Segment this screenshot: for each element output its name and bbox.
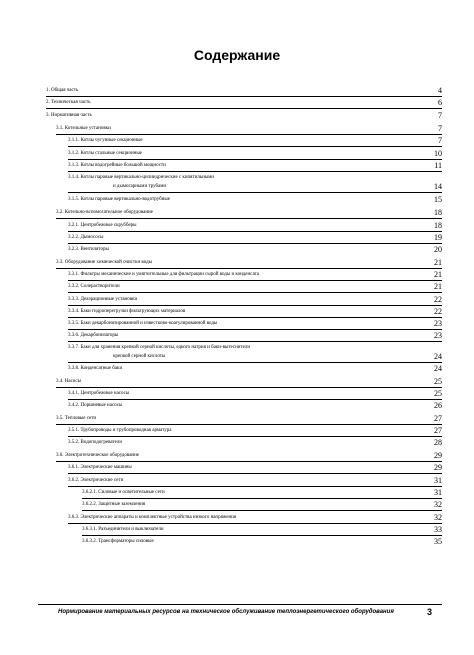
toc-entry-page: 33 — [434, 525, 442, 534]
toc-entry-page: 22 — [434, 307, 442, 316]
toc-entry-label: 2. Техническая часть — [46, 100, 91, 105]
toc-entry[interactable] — [68, 173, 442, 191]
toc-entry[interactable] — [68, 282, 442, 291]
toc-entry[interactable] — [68, 136, 442, 145]
toc-entry-page: 31 — [434, 488, 442, 497]
toc-entry-label: 3.2.1. Центробежные скрубберы — [68, 223, 137, 228]
toc-entry-page: 29 — [434, 451, 442, 460]
toc-entry[interactable] — [68, 476, 442, 485]
toc-entry-label: 3.3.8. Конденсатные баки — [68, 366, 123, 371]
toc-entry-label: 3.6.2. Электрические сети — [68, 478, 124, 483]
toc-entry-label: 3.6.3.1. Разъединители и выключатели — [82, 527, 164, 532]
toc-entry-page: 21 — [434, 282, 442, 291]
toc-entry-page: 24 — [434, 352, 442, 361]
toc-entry[interactable] — [68, 245, 442, 254]
toc-entry-page: 26 — [434, 401, 442, 410]
toc-entry[interactable] — [56, 451, 442, 460]
toc-entry-label: 3.6.3.2. Трансформаторы силовые — [82, 539, 154, 544]
toc-entry[interactable] — [68, 319, 442, 328]
toc-entry-page: 19 — [434, 233, 442, 242]
toc-entry-label: 3.2.2. Дымососы — [68, 235, 104, 240]
toc-entry-label: 3.1.1. Котлы чугунные секционные — [68, 138, 143, 143]
footer-divider — [38, 604, 442, 605]
toc-entry-label: 3.1.5. Котлы паровые вертикально-водотрубные — [68, 197, 170, 202]
toc-entry-label: 3.1.4. Котлы паровые вертикально-цилиндрические с кипятильными — [68, 175, 214, 180]
toc-entry[interactable] — [68, 401, 442, 410]
toc-entry-label: 3.6.1. Электрические машины — [68, 465, 132, 470]
toc-entry-label: 3.4.1. Центробежные насосы — [68, 391, 130, 396]
toc-entry-page: 29 — [434, 463, 442, 472]
toc-entry-page: 27 — [434, 414, 442, 423]
toc-entry[interactable] — [68, 331, 442, 340]
toc-entry-page: 24 — [434, 364, 442, 373]
toc-entry[interactable] — [68, 161, 442, 170]
toc-entry-label: 3.3.5. Баки декарбонизированной и известково-коагулированной воды — [68, 321, 218, 326]
toc-entry-label: 3.3.7. Баки для хранения крепкой серной кислоты, едкого натрия и баки-вытеснители — [68, 345, 251, 350]
toc-entry-page: 21 — [434, 258, 442, 267]
page-title: Содержание — [193, 47, 281, 63]
toc-entry[interactable] — [82, 525, 442, 534]
toc-entry[interactable] — [68, 364, 442, 373]
toc-entry-page: 7 — [438, 124, 442, 133]
toc-entry[interactable] — [68, 195, 442, 204]
toc-entry[interactable] — [68, 463, 442, 472]
toc-entry-label: 3.5.2. Водоподогреватели — [68, 440, 123, 445]
toc-entry[interactable] — [56, 124, 442, 133]
toc-entry-page: 18 — [434, 208, 442, 217]
toc-entry-page: 31 — [434, 476, 442, 485]
toc-entry-page: 32 — [434, 500, 442, 509]
toc-entry[interactable] — [46, 111, 442, 120]
toc-entry-page: 20 — [434, 245, 442, 254]
toc-entry[interactable] — [68, 307, 442, 316]
toc-entry-page: 7 — [438, 111, 442, 120]
toc-entry[interactable] — [82, 537, 442, 546]
toc-entry[interactable] — [68, 438, 442, 447]
toc-entry-label-continued: крепкой серной кислоты — [113, 354, 166, 359]
toc-entry-page: 11 — [434, 161, 442, 170]
toc-entry[interactable] — [68, 295, 442, 304]
toc-entry[interactable] — [82, 500, 442, 509]
toc-entry[interactable] — [46, 86, 442, 95]
toc-entry[interactable] — [56, 258, 442, 267]
toc-entry-page: 23 — [434, 319, 442, 328]
toc-entry[interactable] — [68, 233, 442, 242]
toc-entry-label: 3.3.6. Декарбонизаторы — [68, 333, 119, 338]
toc-entry-page: 23 — [434, 331, 442, 340]
toc-entry-label: 3.2. Котельно-вспомогательное оборудование — [56, 210, 153, 215]
toc-entry[interactable] — [68, 343, 442, 361]
toc-entry-page: 4 — [438, 86, 442, 95]
toc-entry[interactable] — [68, 270, 442, 279]
footer-page-number: 3 — [427, 607, 433, 617]
toc-entry-label: 3.3. Оборудование химической очистки воды — [56, 260, 153, 265]
toc-entry-label: 3.6.3. Электрические аппараты и комплектные устройства низкого напряжения — [68, 515, 237, 520]
toc-entry-page: 7 — [438, 136, 442, 145]
toc-entry-label: 3.3.3. Деаэрационные установки — [68, 297, 138, 302]
toc-entry-label: 3.1.2. Котлы стальные секционные — [68, 151, 142, 156]
toc-entry[interactable] — [68, 389, 442, 398]
toc-entry-page: 22 — [434, 295, 442, 304]
toc-entry[interactable] — [46, 98, 442, 107]
toc-entry-label: 3.3.1. Фильтры механические и умягчительные для фильтрации сырой воды и конденсата — [68, 272, 260, 277]
toc-entry-page: 35 — [434, 537, 442, 546]
toc-entry-page: 18 — [434, 221, 442, 230]
toc-entry[interactable] — [56, 377, 442, 386]
toc-entry-label: 3.6. Электротехническое оборудование — [56, 453, 140, 458]
toc-entry-label: 3.4. Насосы — [56, 379, 82, 384]
toc-entry-page: 32 — [434, 513, 442, 522]
toc-entry-label: 1. Общая часть — [46, 88, 79, 93]
toc-entry[interactable] — [68, 513, 442, 522]
toc-entry-page: 14 — [434, 182, 442, 191]
toc-entry-page: 27 — [434, 426, 442, 435]
toc-entry-label: 3. Нормативная часть — [46, 113, 92, 118]
toc-entry-label: 3.5.1. Трубопроводы и трубопроводная арматура — [68, 428, 172, 433]
toc-entry-label: 3.1. Котельные установки — [56, 126, 111, 131]
toc-entry[interactable] — [68, 149, 442, 158]
toc-entry-label: 3.1.3. Котлы водогрейные большой мощности — [68, 163, 166, 168]
toc-entry[interactable] — [56, 208, 442, 217]
toc-entry-label-continued: и дымогарными трубами — [113, 184, 167, 189]
toc-entry-label: 3.2.3. Вентиляторы — [68, 247, 109, 252]
toc-entry-page: 6 — [438, 98, 442, 107]
toc-entry-label: 3.6.2.1. Силовые и осветительные сети — [82, 490, 165, 495]
toc-entry-page: 25 — [434, 377, 442, 386]
footer-text: Нормирование материальных ресурсов на техническое обслуживание теплоэнергетического оборудования — [58, 609, 394, 615]
toc-entry[interactable] — [68, 221, 442, 230]
toc-entry-label: 3.4.2. Поршневые насосы — [68, 403, 123, 408]
toc-entry-label: 3.6.2.2. Защитные заземления — [82, 502, 146, 507]
toc-entry-label: 3.5. Тепловые сети — [56, 416, 97, 421]
toc-entry-page: 10 — [434, 149, 442, 158]
toc-entry-page: 25 — [434, 389, 442, 398]
toc-entry-page: 28 — [434, 438, 442, 447]
toc-entry-page: 15 — [434, 195, 442, 204]
toc-entry-page: 21 — [434, 270, 442, 279]
toc-entry-label: 3.3.4. Баки гидроперегрузки фильтрующих материалов — [68, 309, 186, 314]
toc-entry[interactable] — [68, 426, 442, 435]
toc-entry[interactable] — [82, 488, 442, 497]
toc-entry[interactable] — [56, 414, 442, 423]
toc-entry-label: 3.3.2. Солерастворители — [68, 284, 120, 289]
